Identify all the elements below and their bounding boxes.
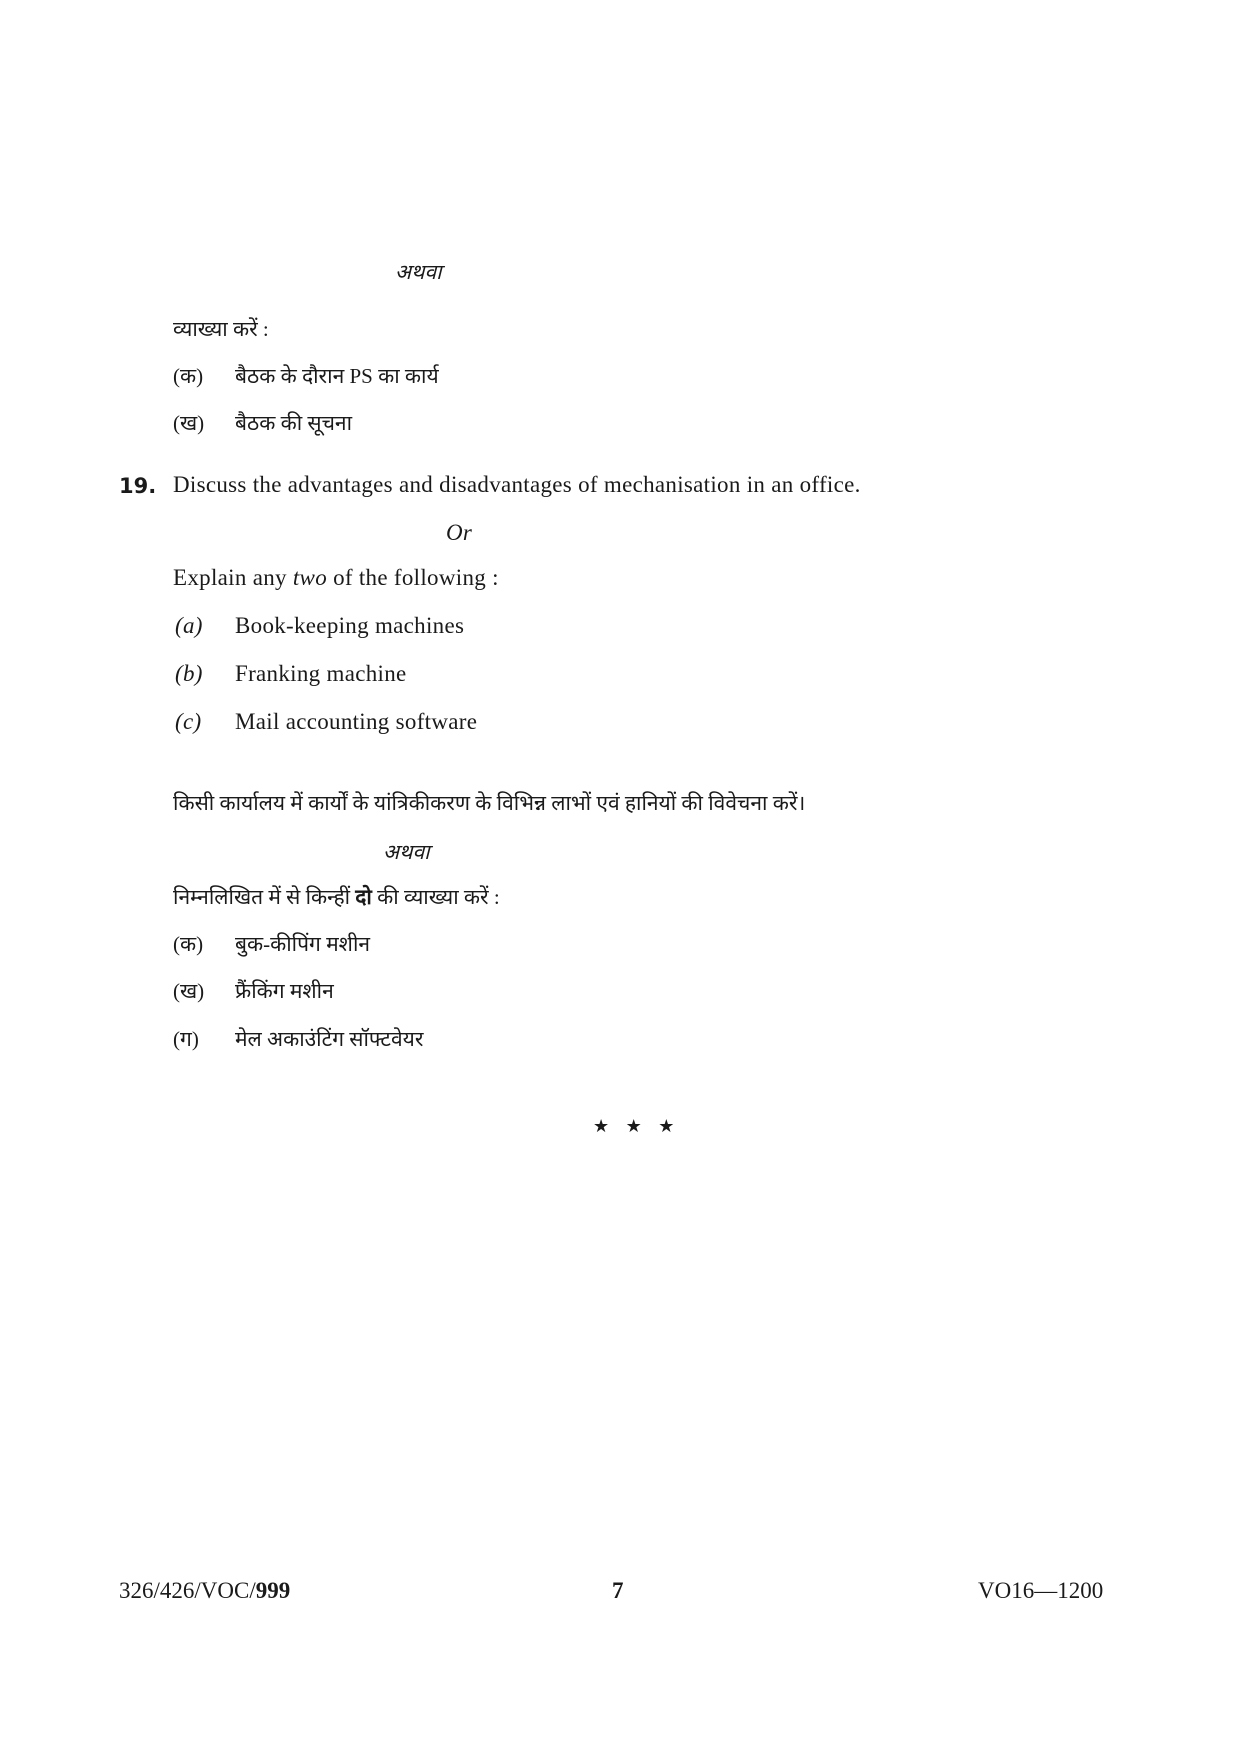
instruction-english-pre: Explain any xyxy=(173,565,287,590)
or-separator-hindi: अथवा xyxy=(383,840,430,864)
item-label: (क) xyxy=(173,932,204,956)
instruction-hindi-top: व्याख्या करें : xyxy=(173,317,269,341)
instruction-english-emphasis: two xyxy=(292,565,327,590)
item-text: फ्रैंकिंग मशीन xyxy=(235,979,334,1003)
list-item xyxy=(175,709,478,735)
page-number: 7 xyxy=(612,1578,624,1603)
item-label: (b) xyxy=(175,661,203,686)
instruction-hindi-emphasis: दो xyxy=(355,885,372,909)
paper-code-bold: 999 xyxy=(255,1578,291,1603)
list-item xyxy=(173,362,439,390)
question-text-english: Discuss the advantages and disadvantages of mechanisation in an office. xyxy=(173,472,861,497)
item-label: (क) xyxy=(173,364,204,388)
instruction-hindi xyxy=(173,883,500,911)
or-separator-english: Or xyxy=(446,520,473,545)
paper-code-prefix: 326/426/VOC/ xyxy=(119,1578,256,1603)
series-code: VO16—1200 xyxy=(978,1578,1104,1603)
instruction-hindi-post: की व्याख्या करें : xyxy=(377,885,500,909)
item-label: (ग) xyxy=(173,1027,199,1051)
list-item xyxy=(173,1025,424,1053)
item-label: (a) xyxy=(175,613,203,638)
instruction-english-post: of the following : xyxy=(333,565,499,590)
end-of-paper-stars: ★ ★ ★ xyxy=(593,1116,681,1136)
instruction-hindi-pre: निम्नलिखित में से किन्हीं xyxy=(173,885,351,909)
item-text: Franking machine xyxy=(235,661,407,686)
item-text: Mail accounting software xyxy=(235,709,478,734)
paper-code xyxy=(119,1578,290,1604)
question-number: 19. xyxy=(119,474,157,498)
item-text: मेल अकाउंटिंग सॉफ्टवेयर xyxy=(235,1027,424,1051)
list-item xyxy=(173,409,353,437)
list-item xyxy=(175,661,407,687)
item-label: (ख) xyxy=(173,411,205,435)
question-text-hindi: किसी कार्यालय में कार्यों के यांत्रिकीकरण के विभिन्न लाभों एवं हानियों की विवेचना करें। xyxy=(173,791,806,815)
item-text: बैठक की सूचना xyxy=(235,411,353,435)
item-text: बैठक के दौरान PS का कार्य xyxy=(235,364,439,388)
list-item xyxy=(175,613,465,639)
item-label: (ख) xyxy=(173,979,205,1003)
list-item xyxy=(173,977,334,1005)
instruction-english xyxy=(173,565,499,591)
item-label: (c) xyxy=(175,709,202,734)
item-text: Book-keeping machines xyxy=(235,613,465,638)
item-text: बुक-कीपिंग मशीन xyxy=(235,932,371,956)
list-item xyxy=(173,930,371,958)
or-separator-hindi-top: अथवा xyxy=(395,260,442,284)
